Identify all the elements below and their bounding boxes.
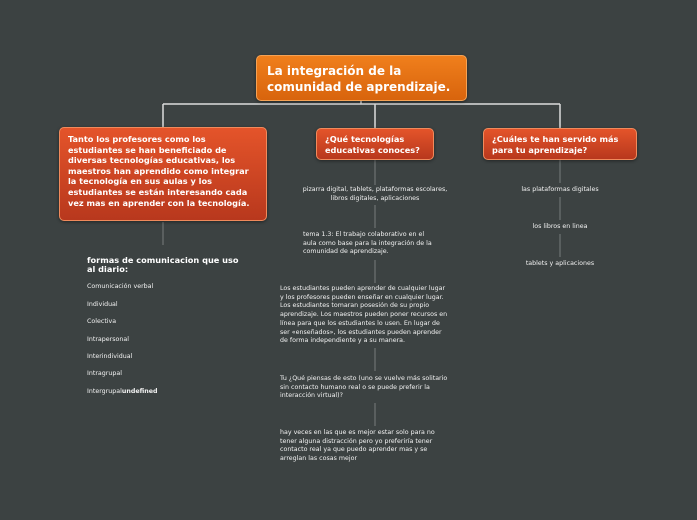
forms-item-suffix: undefined bbox=[121, 387, 158, 395]
topic-aprendizaje[interactable] bbox=[483, 128, 637, 160]
forms-item: Intrapersonal bbox=[87, 335, 129, 343]
topic-aprendizaje-label: ¿Cuáles te han servido más para tu aprendizaje? bbox=[492, 134, 619, 155]
note-tecnologias-list[interactable]: pizarra digital, tablets, plataformas escolares, libros digitales, aplicaciones bbox=[302, 186, 448, 202]
forms-title: formas de comunicacion que uso al diario: bbox=[87, 254, 239, 275]
topic-beneficios-label: Tanto los profesores como los estudiantes se han beneficiado de diversas tecnologías educativas, los maestros han aprendido como integrar la tecnología en sus aulas y los estudiantes se están interesando cada vez mas en aprender con la tecnología. bbox=[68, 134, 250, 208]
topic-tecnologias[interactable] bbox=[316, 128, 434, 160]
note-libros[interactable]: los libros en linea bbox=[532, 223, 588, 230]
note-tema[interactable]: tema 1.3: El trabajo colaborativo en el aula como base para la integración de la comunidad de aprendizaje. bbox=[303, 231, 432, 256]
forms-item: Comunicación verbal bbox=[87, 283, 154, 291]
forms-item: Colectiva bbox=[87, 318, 117, 326]
forms-item: Intragrupal bbox=[87, 370, 122, 378]
note-pregunta[interactable]: Tu ¿Qué piensas de esto (uno se vuelve más solitario sin contacto humano real o se puede preferir la interacción virtual)? bbox=[280, 375, 448, 400]
note-estudiantes[interactable]: Los estudiantes pueden aprender de cualquier lugar y los profesores pueden enseñar en cualquier lugar. Los estudiantes tomaran posesión de su propio aprendizaje. Los maestros pueden poner recursos en línea para que los estudiantes lo usen. En lugar de ser «enseñados», los estudiantes pueden aprender de forma independiente y a su manera. bbox=[280, 285, 448, 345]
topic-beneficios[interactable] bbox=[59, 127, 267, 221]
forms-item: Individual bbox=[87, 300, 118, 308]
note-plataformas[interactable]: las plataformas digitales bbox=[521, 186, 599, 193]
topic-tecnologias-label: ¿Qué tecnologías educativas conoces? bbox=[325, 134, 420, 155]
main-connectors bbox=[163, 101, 560, 128]
forms-item: Interindividual bbox=[87, 353, 133, 361]
forms-note[interactable] bbox=[87, 247, 247, 405]
root-topic-label: La integración de la comunidad de aprendizaje. bbox=[267, 64, 451, 94]
root-topic[interactable] bbox=[256, 55, 467, 101]
forms-item-text: Intergrupal bbox=[87, 387, 122, 395]
note-tablets[interactable]: tablets y aplicaciones bbox=[525, 260, 595, 267]
note-respuesta[interactable]: hay veces en las que es mejor estar solo para no tener alguna distracción pero yo preferiría tener contacto real ya que puedo aprender mas y se arreglan las cosas mejor bbox=[280, 429, 435, 463]
forms-item-last bbox=[87, 388, 247, 397]
